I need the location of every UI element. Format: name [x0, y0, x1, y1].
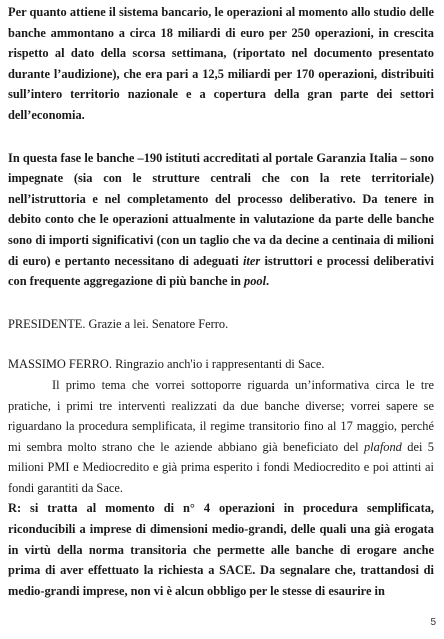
paragraph-sistema-bancario: Per quanto attiene il sistema bancario, le operazioni al momento allo studio delle banche ammontano a circa 18 miliardi di euro per 250 operazioni, in crescita rispetto al dato della scorsa settimana, (riportato nel documento presentato durante l’audizione), che era pari a 12,5 miliardi per 170 operazioni, distribuiti sull’intero territorio nazionale e a copertura della gran parte dei settori dell’economia. — [8, 5, 434, 122]
speaker-ferro-intro: MASSIMO FERRO. Ringrazio anch'io i rappresentanti di Sace. — [8, 357, 325, 372]
paragraph-risposta: R: si tratta al momento di n° 4 operazioni in procedura semplificata, riconducibili a imprese di dimensioni medio-grandi, delle quali una già erogata in virtù della norma transitoria che permette alle banche di erogare anche prima di aver effettuato la richiesta a SACE. Da segnalare che, trattandosi di medio-grandi imprese, non vi è alcun obbligo per le stesse di esaurire in — [8, 501, 434, 598]
paragraph-fase-banche-part3: . — [266, 274, 270, 289]
italic-pool: pool — [244, 274, 267, 289]
document-page — [8, 2, 434, 601]
italic-iter: iter — [242, 253, 261, 268]
italic-plafond: plafond — [363, 439, 402, 454]
paragraph-fase-banche-part2: istruttori e processi deliberativi con frequente aggregazione di più banche in — [8, 253, 434, 289]
paragraph-ferro-part1: Il primo tema che vorrei sottoporre riguarda un’informativa circa le tre pratiche, i primi tre interventi realizzati da due banche diverse; vorrei sapere se riguardano la procedura semplificata, il regime transitorio fino al 17 maggio, perché mi sembra molto strano che le aziende abbiano già beneficiato del — [8, 377, 434, 454]
speaker-presidente: PRESIDENTE. Grazie a lei. Senatore Ferro. — [8, 316, 229, 331]
paragraph-ferro-part2: dei 5 milioni PMI e Mediocredito e già prima esperito i fondi Mediocredito e poi attinti ai fondi garantiti da Sace. — [8, 439, 434, 495]
page-number: 5 — [430, 617, 436, 628]
paragraph-ferro-question — [8, 375, 434, 499]
paragraph-fase-banche-part1: In questa fase le banche –190 istituti accreditati al portale Garanzia Italia – sono impegnate (sia con le strutture centrali che con la rete territoriale) nell’istruttoria e nel completamento del processo deliberativo. Da tenere in debito conto che le operazioni attualmente in valutazione da parte delle banche sono di importi significativi (con un taglio che va da decine a centinaia di milioni di euro) e pertanto necessitano di adeguati — [8, 150, 434, 268]
paragraph-fase-banche — [8, 148, 434, 292]
